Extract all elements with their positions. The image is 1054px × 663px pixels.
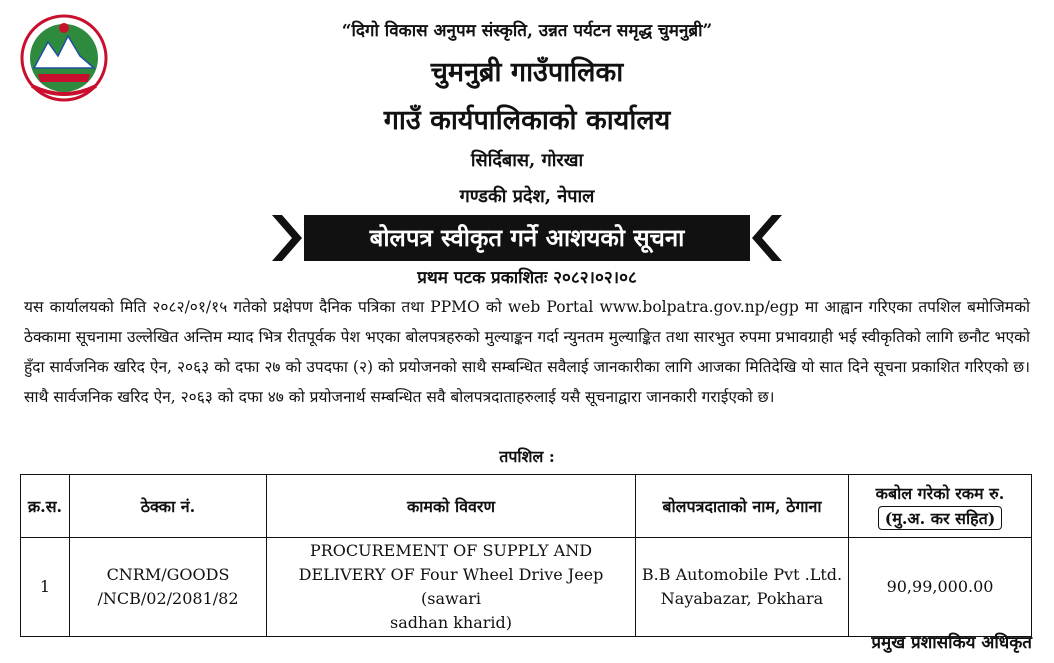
cell-description	[267, 538, 636, 637]
first-published-date: प्रथम पटक प्रकाशितः २०८२।०२।०८	[417, 268, 637, 288]
table-row	[21, 538, 1032, 637]
cell-amount: 90,99,000.00	[849, 538, 1032, 637]
header-amount-line2: (मु.अ. कर सहित)	[878, 506, 1003, 530]
header-sn: क्र.स.	[21, 475, 70, 538]
description-line2: DELIVERY OF Four Wheel Drive Jeep (sawari	[298, 565, 604, 608]
notice-title-banner	[272, 215, 782, 261]
bidder-name: B.B Automobile Pvt .Ltd.	[641, 565, 843, 584]
bid-acceptance-table	[20, 474, 1032, 637]
notice-body: यस कार्यालयको मिति २०८२/०१/१५ गतेको प्रक्षेपण दैनिक पत्रिका तथा PPMO को web Portal www.bolpatra.gov.np/egp मा आह्वान गरिएका तपशिल बमोजिमको ठेक्कामा सूचनामा उल्लेखित अन्तिम म्याद भित्र रीतपूर्वक पेश भएका बोलपत्रहरुको मुल्याङ्कन गर्दा न्युनतम मुल्याङ्कित तथा सारभुत रुपमा प्रभावग्राही भई स्वीकृतिको लागि छनौट भएको हुँदा सार्वजनिक खरिद ऐन, २०६३ को दफा २७ को उपदफा (२) को प्रयोजनको साथै सम्बन्धित सवैलाई जानकारीका लागि आजका मितिदेखि यो सात दिने सूचना प्रकाशित गरिएको छ। साथै सार्वजनिक खरिद ऐन, २०६३ को दफा ४७ को प्रयोजनार्थ सम्बन्धित सवै बोलपत्रदाताहरुलाई यसै सूचनाद्वारा जानकारी गराईएको छ।	[24, 298, 1030, 406]
province-name: गण्डकी प्रदेश, नेपाल	[459, 186, 595, 207]
cell-contract-no	[70, 538, 267, 637]
slogan: “दिगो विकास अनुपम संस्कृति, उन्नत पर्यटन समृद्ध चुमनुब्री”	[341, 21, 713, 41]
header-contract-no: ठेक्का नं.	[70, 475, 267, 538]
office-address: सिर्दिबास, गोरखा	[470, 150, 584, 171]
cell-bidder	[636, 538, 849, 637]
cell-sn: 1	[21, 538, 70, 637]
header-amount	[849, 475, 1032, 538]
table-header-row	[21, 475, 1032, 538]
left-chevron-icon	[272, 215, 306, 261]
contract-no-line2: /NCB/02/2081/82	[97, 589, 239, 608]
header-bidder: बोलपत्रदाताको नाम, ठेगाना	[636, 475, 849, 538]
office-name: गाउँ कार्यपालिकाको कार्यालय	[383, 105, 671, 136]
notice-title: बोलपत्र स्वीकृत गर्ने आशयको सूचना	[304, 215, 750, 261]
header-description: कामको विवरण	[267, 475, 636, 538]
details-heading: तपशिल :	[499, 447, 555, 466]
header-amount-line1: कबोल गरेको रकम रु.	[875, 484, 1005, 503]
organization-name: चुमनुब्री गाउँपालिका	[430, 57, 624, 88]
description-line1: PROCUREMENT OF SUPPLY AND	[309, 541, 593, 560]
right-chevron-icon	[748, 215, 782, 261]
bidder-address: Nayabazar, Pokhara	[660, 589, 824, 608]
signatory-title: प्रमुख प्रशासकिय अधिकृत	[871, 633, 1032, 653]
description-line3: sadhan kharid)	[389, 613, 512, 632]
contract-no-line1: CNRM/GOODS	[106, 565, 230, 584]
